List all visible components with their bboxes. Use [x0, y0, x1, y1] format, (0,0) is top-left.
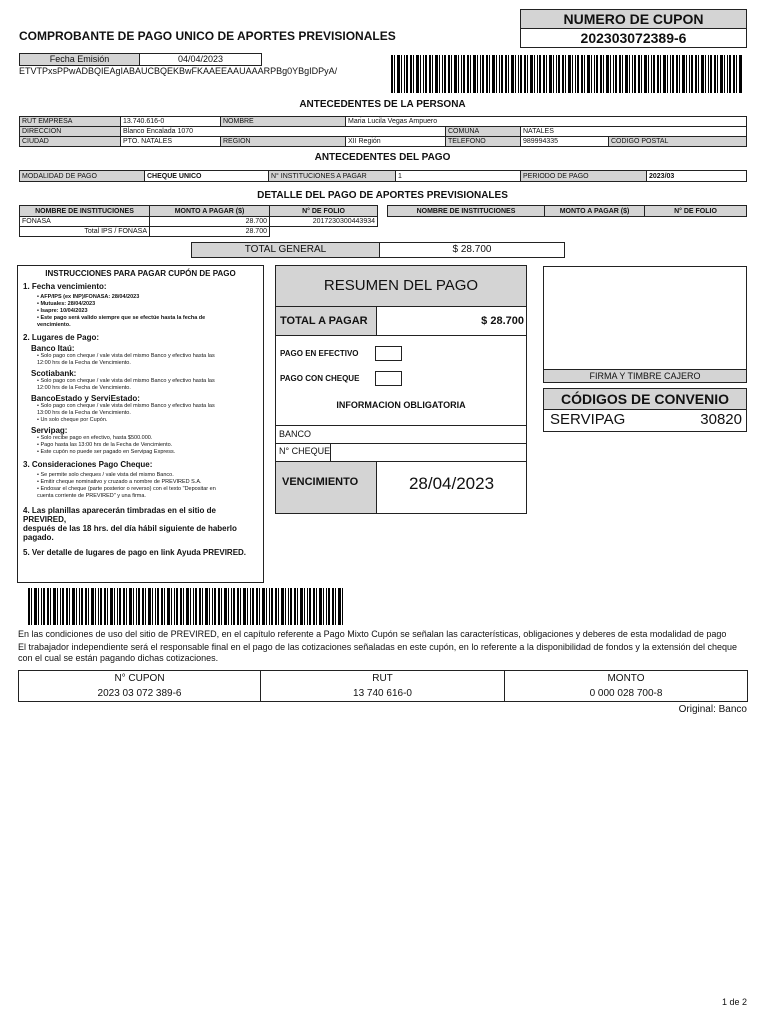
- periodo-label: PERIODO DE PAGO: [521, 171, 647, 182]
- footer-barcode: [28, 588, 344, 625]
- instr-item: • AFP/IPS (ex INP)/FONASA: 28/04/2023: [37, 294, 140, 300]
- instr-cheque-heading: 3. Consideraciones Pago Cheque:: [23, 460, 153, 469]
- ncheque-label: N° CHEQUE: [279, 446, 331, 456]
- institucion-folio: 2017230300443934: [270, 217, 378, 227]
- instr-item: • Pago hasta las 13:00 hrs de la Fecha de Vencimiento.: [37, 442, 173, 448]
- ncheque-field[interactable]: [276, 444, 526, 462]
- footer-monto-value: 0 000 028 700-8: [505, 686, 748, 702]
- instr-bancoestado: BancoEstado y ServiEstado:: [31, 394, 140, 403]
- region-value: XII Región: [346, 137, 446, 147]
- ciudad-value: PTO. NATALES: [121, 137, 221, 147]
- total-ips-label: Total IPS / FONASA: [20, 227, 150, 237]
- instr-fecha-heading: 1. Fecha vencimiento:: [23, 282, 107, 291]
- persona-table: [19, 116, 747, 147]
- total-general-label: TOTAL GENERAL: [191, 242, 380, 258]
- persona-section-title: ANTECEDENTES DE LA PERSONA: [299, 99, 466, 110]
- pago-efectivo-label: PAGO EN EFECTIVO: [280, 349, 359, 358]
- vencimiento-label: VENCIMIENTO: [276, 462, 377, 513]
- instr-item: • Isapre: 10/04/2023: [37, 308, 88, 314]
- col-monto-header-2: MONTO A PAGAR ($): [545, 206, 645, 217]
- total-pagar-value: $ 28.700: [377, 307, 526, 336]
- instr-item: vencimiento.: [37, 322, 71, 328]
- fecha-emision-value: 04/04/2023: [139, 53, 262, 66]
- instr-item: 12:00 hrs de la Fecha de Vencimiento.: [37, 360, 131, 366]
- modalidad-value: CHEQUE UNICO: [145, 171, 269, 182]
- instr-scotia: Scotiabank:: [31, 369, 77, 378]
- instr-planillas-line1: 4. Las planillas aparecerán timbradas en el sitio de PREVIRED,: [23, 506, 216, 524]
- instr-item: • Endosar el cheque (parte posterior o reverso) con el texto "Depositar en: [37, 486, 216, 492]
- instituciones-value: 1: [396, 171, 521, 182]
- nombre-label: NOMBRE: [221, 117, 346, 127]
- instr-item: • Solo recibe pago en efectivo, hasta $500.000.: [37, 435, 153, 441]
- instr-item: 12:00 hrs de la Fecha de Vencimiento.: [37, 385, 131, 391]
- vencimiento-value: 28/04/2023: [408, 474, 495, 493]
- telefono-label: TELEFONO: [446, 137, 521, 147]
- footer-rut-label: RUT: [261, 671, 505, 686]
- instr-item: • Solo pago con cheque / vale vista del mismo Banco y efectivo hasta las: [37, 378, 215, 384]
- banco-field[interactable]: [276, 425, 526, 444]
- instr-item: • Se permite solo cheques / vale vista del mismo Banco.: [37, 472, 174, 478]
- telefono-value: 989994335: [521, 137, 609, 147]
- comuna-label: COMUNA: [446, 127, 521, 137]
- rut-empresa-label: RUT EMPRESA: [20, 117, 121, 127]
- instructions-title: INSTRUCCIONES PARA PAGAR CUPÓN DE PAGO: [45, 269, 236, 278]
- institucion-monto: 28.700: [150, 217, 270, 227]
- rut-empresa-value: 13.740.616-0: [121, 117, 221, 127]
- modalidad-label: MODALIDAD DE PAGO: [20, 171, 145, 182]
- table-row: [20, 227, 747, 237]
- detalle-table: [19, 205, 747, 237]
- instr-item: 13:00 hrs de la Fecha de Vencimiento.: [37, 410, 131, 416]
- firma-cajero-label: FIRMA Y TIMBRE CAJERO: [544, 369, 746, 382]
- nombre-value: Maria Lucila Vegas Ampuero: [346, 117, 747, 127]
- periodo-value: 2023/03: [647, 171, 747, 182]
- fecha-emision-label: Fecha Emisión: [19, 53, 140, 66]
- convenio-name: SERVIPAG: [550, 411, 626, 428]
- table-row: [20, 217, 747, 227]
- instr-item: • Un solo cheque por Cupón.: [37, 417, 108, 423]
- convenio-title: CÓDIGOS DE CONVENIO: [543, 388, 747, 410]
- instr-item: • Mutuales: 28/04/2023: [37, 301, 96, 307]
- detalle-section-title: DETALLE DEL PAGO DE APORTES PREVISIONALES: [257, 190, 508, 201]
- col-nombre-header-2: NOMBRE DE INSTITUCIONES: [388, 206, 545, 217]
- instr-itau: Banco Itaú:: [31, 344, 75, 353]
- instr-lugares-heading: 2. Lugares de Pago:: [23, 333, 100, 342]
- pago-table: [19, 170, 747, 182]
- footer-paragraph-1: En las condiciones de uso del sitio de PREVIRED, en el capítulo referente a Pago Mixto Cupón se señalan las características, obligaciones y deberes de esta modalidad de pago: [18, 629, 727, 639]
- footer-rut-value: 13 740 616-0: [261, 686, 505, 702]
- pago-cheque-label: PAGO CON CHEQUE: [280, 374, 360, 383]
- instructions-panel: [17, 265, 264, 583]
- convenio-code: 30820: [700, 411, 742, 428]
- instr-item: cuenta corriente de PREVIRED" y una firma.: [37, 493, 146, 499]
- ciudad-label: CIUDAD: [20, 137, 121, 147]
- footer-summary-table: [18, 670, 748, 702]
- instr-item: • Solo pago con cheque / vale vista del mismo Banco y efectivo hasta las: [37, 403, 215, 409]
- instr-item: • Este cupón no puede ser pagado en Servipag Express.: [37, 449, 176, 455]
- total-general-value: $ 28.700: [379, 242, 565, 258]
- instr-item: • Este pago será valido siempre que se efectúe hasta la fecha de: [37, 315, 206, 321]
- cupon-number-label: NUMERO DE CUPON: [520, 9, 747, 29]
- instr-servipag: Servipag:: [31, 426, 68, 435]
- pago-section-title: ANTECEDENTES DEL PAGO: [314, 152, 451, 163]
- instr-item: • Emitir cheque nominativo y cruzado a nombre de PREVIRED S.A.: [37, 479, 202, 485]
- col-folio-header-2: N° DE FOLIO: [645, 206, 747, 217]
- document-title: COMPROBANTE DE PAGO UNICO DE APORTES PREVISIONALES: [19, 29, 396, 43]
- info-obligatoria-label: INFORMACION OBLIGATORIA: [336, 400, 466, 410]
- header-barcode: [391, 55, 743, 93]
- resumen-title: RESUMEN DEL PAGO: [276, 266, 526, 307]
- instr-ayuda: 5. Ver detalle de lugares de pago en link Ayuda PREVIRED.: [23, 548, 247, 557]
- total-pagar-label: TOTAL A PAGAR: [276, 307, 377, 336]
- banco-label: BANCO: [279, 429, 312, 439]
- firma-box: [543, 266, 747, 383]
- comuna-value: NATALES: [521, 127, 747, 137]
- original-banco: Original: Banco: [678, 704, 747, 715]
- instr-item: • Solo pago con cheque / vale vista del mismo Banco y efectivo hasta las: [37, 353, 215, 359]
- footer-cupon-value: 2023 03 072 389-6: [19, 686, 261, 702]
- col-nombre-header: NOMBRE DE INSTITUCIONES: [20, 206, 150, 217]
- cupon-number-value: 202303072389-6: [520, 28, 747, 48]
- col-folio-header: N° DE FOLIO: [270, 206, 378, 217]
- footer-cupon-label: N° CUPON: [19, 671, 261, 686]
- instituciones-label: N° INSTITUCIONES A PAGAR: [269, 171, 396, 182]
- direccion-label: DIRECCION: [20, 127, 121, 137]
- pago-efectivo-checkbox[interactable]: [375, 346, 402, 361]
- region-label: REGION: [221, 137, 346, 147]
- col-monto-header: MONTO A PAGAR ($): [150, 206, 270, 217]
- instr-planillas-line2: después de las 18 hrs. del día hábil siguiente de haberlo pagado.: [23, 524, 237, 542]
- page-number: 1 de 2: [721, 997, 747, 1007]
- footer-paragraph-2: El trabajador independiente será el responsable final en el pago de las cotizaciones señaladas en este cupón, en lo referente a la disponibilidad de fondos y la extensión del cheque con el cual se están pagando dichas cotizaciones.: [18, 642, 737, 663]
- direccion-value: Blanco Encalada 1070: [121, 127, 446, 137]
- footer-monto-label: MONTO: [505, 671, 748, 686]
- institucion-nombre: FONASA: [20, 217, 150, 227]
- total-ips-monto: 28.700: [150, 227, 270, 237]
- ncheque-divider: [330, 444, 331, 462]
- codigo-postal-label: CODIGO POSTAL: [609, 137, 747, 147]
- validation-code: ETVTPxsPPwADBQIEAgIABAUCBQEKBwFKAAEEAAUAAARPBg0YBgIDPyA/: [19, 66, 338, 76]
- pago-cheque-checkbox[interactable]: [375, 371, 402, 386]
